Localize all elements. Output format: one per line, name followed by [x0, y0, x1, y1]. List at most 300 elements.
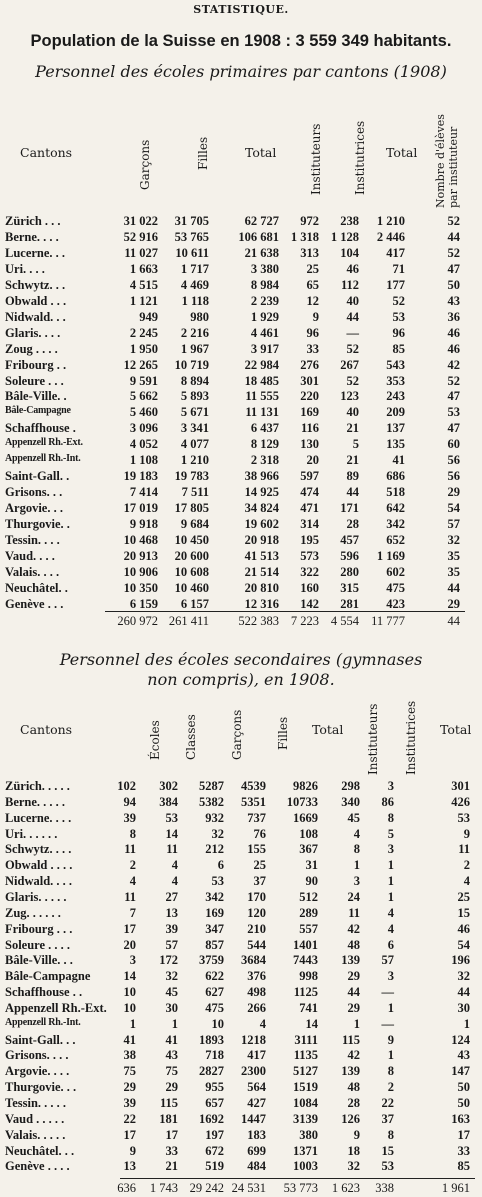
cell-tt: 543 — [386, 357, 405, 372]
cell-t: 62 727 — [244, 214, 279, 228]
table-row — [0, 389, 482, 405]
cell-tt: 423 — [386, 596, 405, 611]
cell-i: 169 — [300, 405, 319, 420]
cell-g: 212 — [205, 842, 224, 857]
cell-tt: 137 — [386, 421, 405, 436]
col-instituteurs: Instituteurs — [309, 123, 323, 195]
cell-i: 313 — [300, 245, 319, 260]
cell-it: 40 — [346, 293, 359, 308]
cell-it: — — [381, 1016, 394, 1031]
cell-i: 45 — [347, 810, 360, 825]
cell-g: 932 — [205, 810, 224, 825]
cell-it: 4 554 — [330, 614, 359, 628]
cell-f: 4 — [259, 1016, 266, 1031]
cell-g: 1 663 — [129, 261, 158, 276]
cell-e: 2 — [129, 858, 136, 873]
cell-t: 31 — [305, 858, 318, 873]
cell-tt: 11 777 — [371, 614, 405, 628]
cell-tt: 4 — [463, 874, 470, 889]
cell-c: 14 — [165, 826, 178, 841]
cell-t: 1125 — [293, 985, 318, 1000]
cell-t: 10733 — [286, 794, 318, 809]
cell-t: 741 — [299, 1000, 318, 1015]
cell-t: 106 681 — [238, 229, 279, 244]
cell-r: 29 — [447, 485, 460, 500]
cell-i: 8 — [353, 842, 360, 857]
cell-g: 1692 — [199, 1111, 224, 1126]
cell-tt: 44 — [457, 985, 470, 1000]
cell-e: 39 — [123, 1096, 136, 1110]
cell-t: 90 — [305, 874, 318, 889]
table-row — [0, 421, 482, 437]
canton-name: Bâle-Campagne — [5, 405, 71, 417]
cell-i: 276 — [300, 357, 319, 372]
cell-t: 1519 — [293, 1080, 318, 1095]
cell-f: 37 — [253, 874, 266, 889]
cell-tt: 11 — [458, 842, 470, 857]
canton-name: Nidwald. . . — [5, 309, 66, 324]
canton-name: Berne. . . . . — [5, 794, 66, 809]
cell-e: 10 — [123, 1000, 136, 1015]
cell-i: 340 — [341, 794, 360, 809]
cell-g: 5 662 — [129, 389, 158, 404]
cell-c: 181 — [159, 1111, 178, 1126]
col-ratio-line2: par instituteur — [447, 126, 460, 208]
cell-f: 266 — [247, 1000, 266, 1015]
cell-i: 65 — [306, 277, 319, 292]
canton-name: Appenzell Rh.-Int. — [5, 1016, 81, 1028]
table-row — [0, 278, 482, 294]
canton-name: Genève . . . . — [5, 1159, 70, 1174]
secondary-table-title-line1: Personnel des écoles secondaires (gymnases — [59, 650, 423, 669]
cell-f: 1 717 — [180, 261, 209, 276]
cell-r: 44 — [447, 229, 460, 244]
table-row — [0, 581, 482, 597]
cell-it: 1 — [387, 874, 394, 889]
col2-total-personnel: Total — [440, 722, 472, 737]
canton-name: Valais. . . . . — [5, 1127, 66, 1142]
cell-i: 130 — [300, 437, 319, 452]
totals-row — [0, 1181, 482, 1197]
cell-i: 115 — [341, 1032, 360, 1047]
cell-t: 14 925 — [244, 485, 279, 500]
cell-it: 46 — [346, 261, 359, 276]
cell-i: 48 — [347, 937, 360, 952]
cell-i: 42 — [347, 1048, 360, 1063]
cell-g: 1 108 — [129, 453, 158, 468]
col2-institutrices: Institutrices — [404, 700, 418, 775]
cell-i: 3 — [353, 874, 360, 889]
cell-t: 18 485 — [244, 373, 279, 388]
canton-name: Bâle-Ville. . — [5, 389, 67, 404]
cell-g: 53 — [211, 874, 224, 889]
cell-it: 596 — [340, 548, 359, 563]
cell-tt: 1 961 — [441, 1181, 470, 1195]
cell-it: 5 — [387, 826, 394, 841]
cell-i: 1 623 — [331, 1181, 360, 1195]
cell-g: 197 — [205, 1127, 224, 1142]
cell-r: 32 — [447, 533, 460, 547]
cell-f: 1 118 — [181, 293, 209, 308]
cell-t: 2 239 — [250, 293, 279, 308]
cell-f: 76 — [253, 826, 266, 841]
cell-r: 35 — [447, 564, 460, 579]
cell-g: 11 027 — [124, 245, 158, 260]
cell-e: 9 — [129, 1143, 136, 1158]
cell-it: 3 — [387, 969, 394, 984]
cell-e: 102 — [117, 779, 136, 793]
canton-name: Vaud . . . . . — [5, 1111, 65, 1126]
cell-c: 27 — [165, 889, 178, 904]
cell-i: 48 — [347, 1080, 360, 1095]
canton-name: Uri. . . . — [5, 261, 45, 276]
cell-tt: 196 — [451, 953, 470, 968]
cell-g: 3759 — [199, 953, 224, 968]
cell-c: 11 — [166, 842, 178, 857]
cell-g: 29 242 — [189, 1181, 224, 1195]
cell-i: 24 — [347, 889, 360, 904]
table-row — [0, 1128, 482, 1144]
cell-e: 10 — [123, 985, 136, 1000]
cell-r: 43 — [447, 293, 460, 308]
cell-f: 24 531 — [231, 1181, 266, 1195]
cell-t: 7443 — [293, 953, 318, 968]
cell-g: 6 159 — [129, 596, 158, 611]
cell-t: 557 — [299, 921, 318, 936]
cell-it: 2 — [387, 1080, 394, 1095]
cell-r: 52 — [447, 373, 460, 388]
canton-name: Schwytz. . . — [5, 277, 66, 292]
cell-it: 52 — [346, 341, 359, 356]
cell-t: 3 917 — [250, 341, 279, 356]
table-row — [0, 1144, 482, 1160]
cell-f: 498 — [247, 985, 266, 1000]
cell-it: 1 — [387, 889, 394, 904]
cell-f: 10 450 — [174, 533, 209, 547]
canton-name: Obwald . . . — [5, 293, 67, 308]
cell-g: 672 — [205, 1143, 224, 1158]
cell-i: 33 — [306, 341, 319, 356]
canton-name: Schaffhouse . — [5, 421, 76, 436]
canton-name: Schaffhouse . . — [5, 985, 83, 1000]
cell-f: 19 783 — [174, 469, 209, 484]
cell-i: 972 — [300, 214, 319, 228]
table-row — [0, 549, 482, 565]
cell-f: 53 765 — [174, 229, 209, 244]
canton-name: Berne. . . . — [5, 229, 59, 244]
canton-name: Zug. . . . . . — [5, 905, 61, 920]
cell-t: 11 555 — [245, 389, 279, 404]
canton-name: Neuchâtel. . . — [5, 1143, 75, 1158]
cell-r: 50 — [447, 277, 460, 292]
canton-name: Thurgovie. . . — [5, 1080, 77, 1095]
cell-tt: 32 — [457, 969, 470, 984]
cell-e: 94 — [123, 794, 136, 809]
canton-name: Nidwald. . . . — [5, 874, 73, 889]
cell-r: 56 — [447, 453, 460, 468]
canton-name: Argovie. . . . — [5, 1064, 70, 1079]
cell-f: 1218 — [241, 1032, 266, 1047]
cell-g: 52 916 — [123, 229, 158, 244]
cell-g: 4 515 — [129, 277, 158, 292]
cell-c: 33 — [165, 1143, 178, 1158]
table-row — [0, 246, 482, 262]
running-header: STATISTIQUE. — [193, 3, 289, 16]
cell-it: 86 — [381, 794, 394, 809]
cell-t: 21 514 — [244, 564, 279, 579]
cell-f: 155 — [247, 842, 266, 857]
cell-f: 170 — [247, 889, 266, 904]
cell-g: 622 — [205, 969, 224, 984]
cell-tt: 9 — [463, 826, 470, 841]
primary-table-title: Personnel des écoles primaires par cantons (1908) — [35, 62, 447, 81]
cell-f: 564 — [247, 1080, 266, 1095]
table-row — [0, 565, 482, 581]
cell-c: 1 — [171, 1016, 178, 1031]
table-row — [0, 262, 482, 278]
table-row — [0, 374, 482, 390]
cell-t: 19 602 — [244, 517, 279, 532]
table-row — [0, 533, 482, 549]
cell-tt: 2 — [463, 858, 470, 873]
cell-g: 955 — [205, 1080, 224, 1095]
cell-it: 28 — [346, 517, 359, 532]
cell-g: 32 — [211, 826, 224, 841]
cell-g: 347 — [205, 921, 224, 936]
cell-i: 9 — [312, 309, 319, 324]
cell-it: 21 — [346, 421, 359, 436]
cell-tt: 33 — [457, 1143, 470, 1158]
table-row — [0, 1080, 482, 1096]
cell-f: 17 805 — [174, 501, 209, 516]
cell-it: 8 — [387, 1064, 394, 1079]
table-row — [0, 214, 482, 230]
cell-f: 1 967 — [180, 341, 209, 356]
cell-g: 19 183 — [123, 469, 158, 484]
cell-f: 737 — [247, 810, 266, 825]
table-row — [0, 1064, 482, 1080]
cell-g: 627 — [205, 985, 224, 1000]
cell-i: 18 — [347, 1143, 360, 1158]
cell-g: 10 906 — [123, 564, 158, 579]
cell-i: 4 — [353, 826, 360, 841]
cell-t: 20 918 — [244, 533, 279, 547]
table-row — [0, 358, 482, 374]
cell-tt: 1 169 — [376, 548, 405, 563]
cell-c: 1 743 — [149, 1181, 178, 1195]
cell-tt: 53 — [392, 309, 405, 324]
cell-t: 4 461 — [250, 325, 279, 340]
canton-name: Bâle-Campagne — [5, 969, 91, 984]
cell-it: 123 — [340, 389, 359, 404]
cell-t: 512 — [299, 889, 318, 904]
cell-i: 29 — [347, 969, 360, 984]
cell-r: 35 — [447, 548, 460, 563]
cell-r: 56 — [447, 469, 460, 484]
table-row — [0, 1096, 482, 1112]
canton-name: Tessin. . . . . — [5, 1096, 67, 1110]
cell-it: 8 — [387, 810, 394, 825]
secondary-table-title-line2: non compris), en 1908. — [147, 670, 335, 689]
cell-e: 11 — [124, 889, 136, 904]
cell-f: 120 — [247, 905, 266, 920]
cell-it: 40 — [346, 405, 359, 420]
col2-filles: Filles — [276, 716, 290, 750]
canton-name: Glaris. . . . — [5, 325, 61, 340]
table-row — [0, 795, 482, 811]
cell-t: 289 — [299, 905, 318, 920]
cell-t: 38 966 — [244, 469, 279, 484]
totals-row — [0, 614, 482, 630]
cell-f: 5 893 — [180, 389, 209, 404]
cell-c: 21 — [165, 1159, 178, 1174]
table-row — [0, 842, 482, 858]
canton-name: Vaud. . . . — [5, 548, 55, 563]
cell-i: 301 — [300, 373, 319, 388]
cell-c: 32 — [165, 969, 178, 984]
cell-f: 8 894 — [180, 373, 209, 388]
canton-name: Argovie. . . — [5, 501, 63, 516]
cell-f: 4 469 — [180, 277, 209, 292]
col-ratio-line1: Nombre d'élèves — [434, 114, 447, 208]
cell-r: 57 — [447, 517, 460, 532]
cell-t: 34 824 — [244, 501, 279, 516]
cell-i: 597 — [300, 469, 319, 484]
canton-name: Saint-Gall. . . — [5, 1032, 76, 1047]
table-row — [0, 517, 482, 533]
cell-e: 8 — [129, 826, 136, 841]
cell-t: 20 810 — [244, 580, 279, 595]
table-row — [0, 1159, 482, 1175]
cell-r: 42 — [447, 357, 460, 372]
cell-f: 5351 — [241, 794, 266, 809]
cell-t: 6 437 — [250, 421, 279, 436]
cell-tt: 342 — [386, 517, 405, 532]
cell-i: 298 — [341, 779, 360, 793]
cell-it: 457 — [340, 533, 359, 547]
col2-total: Total — [312, 722, 344, 737]
cell-g: 1 121 — [129, 293, 158, 308]
canton-name: Valais. . . . — [5, 564, 60, 579]
cell-f: 1447 — [241, 1111, 266, 1126]
cell-c: 384 — [159, 794, 178, 809]
cell-g: 31 022 — [123, 214, 158, 228]
cell-g: 1893 — [199, 1032, 224, 1047]
cell-c: 45 — [165, 985, 178, 1000]
cell-t: 9826 — [293, 779, 318, 793]
cell-r: 52 — [447, 245, 460, 260]
cell-r: 47 — [447, 421, 460, 436]
cell-tt: 30 — [457, 1000, 470, 1015]
cell-t: 522 383 — [238, 614, 279, 628]
canton-name: Lucerne. . . . — [5, 810, 72, 825]
cell-f: 20 600 — [174, 548, 209, 563]
cell-t: 5127 — [293, 1064, 318, 1079]
cell-t: 998 — [299, 969, 318, 984]
cell-it: — — [381, 985, 394, 1000]
table-row — [0, 437, 482, 453]
table-row — [0, 1033, 482, 1049]
cell-c: 30 — [165, 1000, 178, 1015]
cell-i: 32 — [347, 1159, 360, 1174]
cell-f: 31 705 — [174, 214, 209, 228]
cell-i: 1 — [353, 858, 360, 873]
cell-r: 36 — [447, 309, 460, 324]
cell-i: 42 — [347, 921, 360, 936]
cell-g: 2 245 — [129, 325, 158, 340]
cell-r: 44 — [447, 614, 460, 628]
cell-tt: 177 — [386, 277, 405, 292]
table-row — [0, 405, 482, 421]
cell-r: 47 — [447, 261, 460, 276]
cell-tt: 1 210 — [376, 214, 405, 228]
cell-f: 544 — [247, 937, 266, 952]
cell-r: 47 — [447, 389, 460, 404]
cell-e: 11 — [124, 842, 136, 857]
cell-t: 1135 — [293, 1048, 318, 1063]
cell-r: 46 — [447, 341, 460, 356]
canton-name: Appenzell Rh.-Int. — [5, 453, 81, 465]
cell-f: 6 157 — [180, 596, 209, 611]
canton-name: Grisons. . . . — [5, 1048, 69, 1063]
cell-r: 46 — [447, 325, 460, 340]
cell-t: 41 513 — [244, 548, 279, 563]
canton-name: Grisons. . . — [5, 485, 63, 500]
cell-tt: 85 — [392, 341, 405, 356]
cell-tt: 1 — [463, 1016, 470, 1031]
cell-tt: 353 — [386, 373, 405, 388]
canton-name: Zoug . . . . — [5, 341, 58, 356]
cell-e: 14 — [123, 969, 136, 984]
cell-g: 20 913 — [123, 548, 158, 563]
cell-c: 29 — [165, 1080, 178, 1095]
cell-g: 5 460 — [129, 405, 158, 420]
col2-ecoles: Écoles — [148, 720, 162, 760]
cell-i: 9 — [353, 1127, 360, 1142]
cell-t: 1371 — [293, 1143, 318, 1158]
table-row — [0, 1112, 482, 1128]
table-row — [0, 922, 482, 938]
table-row — [0, 779, 482, 795]
canton-name: Neuchâtel. . — [5, 580, 68, 595]
secondary-total-rule — [120, 1178, 475, 1179]
cell-t: 14 — [305, 1016, 318, 1031]
table-row — [0, 453, 482, 469]
col-cantons: Cantons — [20, 145, 73, 160]
cell-i: 195 — [300, 533, 319, 547]
col2-garcons: Garçons — [230, 709, 244, 760]
cell-t: 1003 — [293, 1159, 318, 1174]
table-row — [0, 953, 482, 969]
cell-i: 11 — [348, 905, 360, 920]
cell-it: 9 — [387, 1032, 394, 1047]
table-row — [0, 1048, 482, 1064]
cell-it: 15 — [381, 1143, 394, 1158]
cell-t: 108 — [299, 826, 318, 841]
canton-name: Lucerne. . . — [5, 245, 66, 260]
cell-it: 280 — [340, 564, 359, 579]
cell-i: 1 318 — [290, 229, 319, 244]
table-row — [0, 874, 482, 890]
col2-classes: Classes — [184, 714, 198, 760]
col2-cantons: Cantons — [20, 722, 73, 737]
table-row — [0, 342, 482, 358]
cell-it: 1 — [387, 1000, 394, 1015]
primary-total-rule — [105, 611, 465, 612]
cell-it: 22 — [381, 1096, 394, 1110]
cell-g: 2827 — [199, 1064, 224, 1079]
table-row — [0, 469, 482, 485]
